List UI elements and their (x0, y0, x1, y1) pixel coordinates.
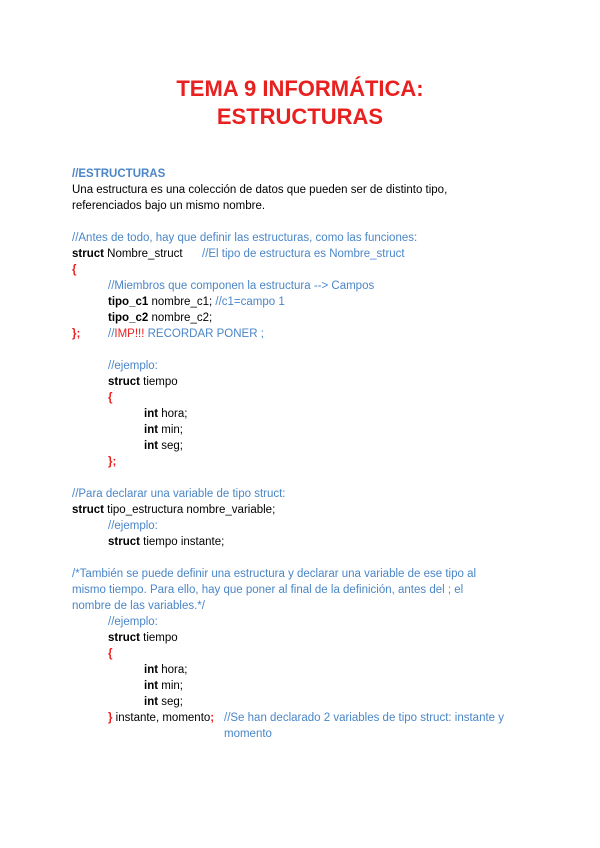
member-name-1: nombre_c1; (148, 296, 216, 308)
struct-keyword: struct (108, 376, 140, 388)
member-name-2: nombre_c2; (148, 312, 213, 324)
definition-comment: //Antes de todo, hay que definir las estructuras, como las funciones: (72, 232, 418, 244)
combined-close-line (108, 710, 214, 726)
combined-example-comment: //ejemplo: (108, 616, 158, 628)
declare-comment: //Para declarar una variable de tipo struct: (72, 488, 286, 500)
combined-struct-line (108, 630, 178, 646)
int-keyword: int (144, 424, 159, 436)
struct-keyword: struct (72, 504, 104, 516)
field-name: min; (158, 680, 183, 692)
combined-field-min (144, 678, 183, 694)
combined-field-hora (144, 662, 187, 678)
important-note (108, 326, 264, 342)
example-1-struct-name: tiempo (139, 376, 178, 388)
member-type-1: tipo_c1 (108, 296, 149, 308)
combined-open-brace: { (108, 648, 113, 660)
combined-semicolon: ; (210, 712, 215, 724)
int-keyword: int (144, 664, 159, 676)
int-keyword: int (144, 440, 159, 452)
struct-keyword: struct (72, 248, 104, 260)
member-line-2 (108, 310, 212, 326)
field-name: hora; (158, 408, 188, 420)
struct-declaration-line (72, 246, 183, 262)
example-1-field-min (144, 422, 183, 438)
field-name: seg; (158, 440, 183, 452)
combined-field-seg (144, 694, 183, 710)
declare-example-line (108, 534, 224, 550)
important-prefix: // (108, 328, 115, 340)
combined-comment-line-1: /*También se puede definir una estructura y declarar una variable de ese tipo al (72, 568, 477, 580)
example-1-field-hora (144, 406, 187, 422)
example-1-open-brace: { (108, 392, 113, 404)
example-1-struct-line (108, 374, 178, 390)
combined-end-comment-line-1: //Se han declarado 2 variables de tipo struct: instante y (224, 712, 504, 724)
member-comment-1: //c1=campo 1 (215, 296, 285, 308)
field-name: min; (158, 424, 183, 436)
title-line-2: ESTRUCTURAS (216, 104, 384, 129)
struct-name: Nombre_struct (103, 248, 183, 260)
section-heading: //ESTRUCTURAS (72, 168, 166, 180)
example-1-close-brace: }; (108, 456, 117, 468)
combined-comment-line-3: nombre de las variables.*/ (72, 600, 205, 612)
combined-comment-line-2: mismo tiempo. Para ello, hay que poner al final de la definición, antes del ; el (72, 584, 464, 596)
combined-vars: instante, momento (112, 712, 211, 724)
struct-keyword: struct (108, 536, 140, 548)
int-keyword: int (144, 696, 159, 708)
member-type-2: tipo_c2 (108, 312, 149, 324)
declare-example-rest: tiempo instante; (139, 536, 225, 548)
field-name: hora; (158, 664, 188, 676)
important-rest: RECORDAR PONER ; (144, 328, 264, 340)
combined-close-brace: } (108, 712, 113, 724)
open-brace: { (72, 264, 77, 276)
intro-line-2: referenciados bajo un mismo nombre. (72, 200, 266, 212)
struct-name-comment: //El tipo de estructura es Nombre_struct (202, 248, 405, 260)
members-comment: //Miembros que componen la estructura --> Campos (108, 280, 375, 292)
int-keyword: int (144, 680, 159, 692)
example-1-comment: //ejemplo: (108, 360, 158, 372)
intro-line-1: Una estructura es una colección de datos que pueden ser de distinto tipo, (72, 184, 448, 196)
close-brace: }; (72, 328, 81, 340)
combined-struct-name: tiempo (139, 632, 178, 644)
int-keyword: int (144, 408, 159, 420)
declare-syntax: tipo_estructura nombre_variable; (103, 504, 276, 516)
title-line-1: TEMA 9 INFORMÁTICA: (176, 76, 424, 101)
example-1-field-seg (144, 438, 183, 454)
important-word: IMP!!! (114, 328, 145, 340)
struct-keyword: struct (108, 632, 140, 644)
declare-syntax-line (72, 502, 275, 518)
member-line-1 (108, 294, 285, 310)
combined-end-comment-line-2: momento (224, 728, 272, 740)
declare-example-comment: //ejemplo: (108, 520, 158, 532)
field-name: seg; (158, 696, 183, 708)
